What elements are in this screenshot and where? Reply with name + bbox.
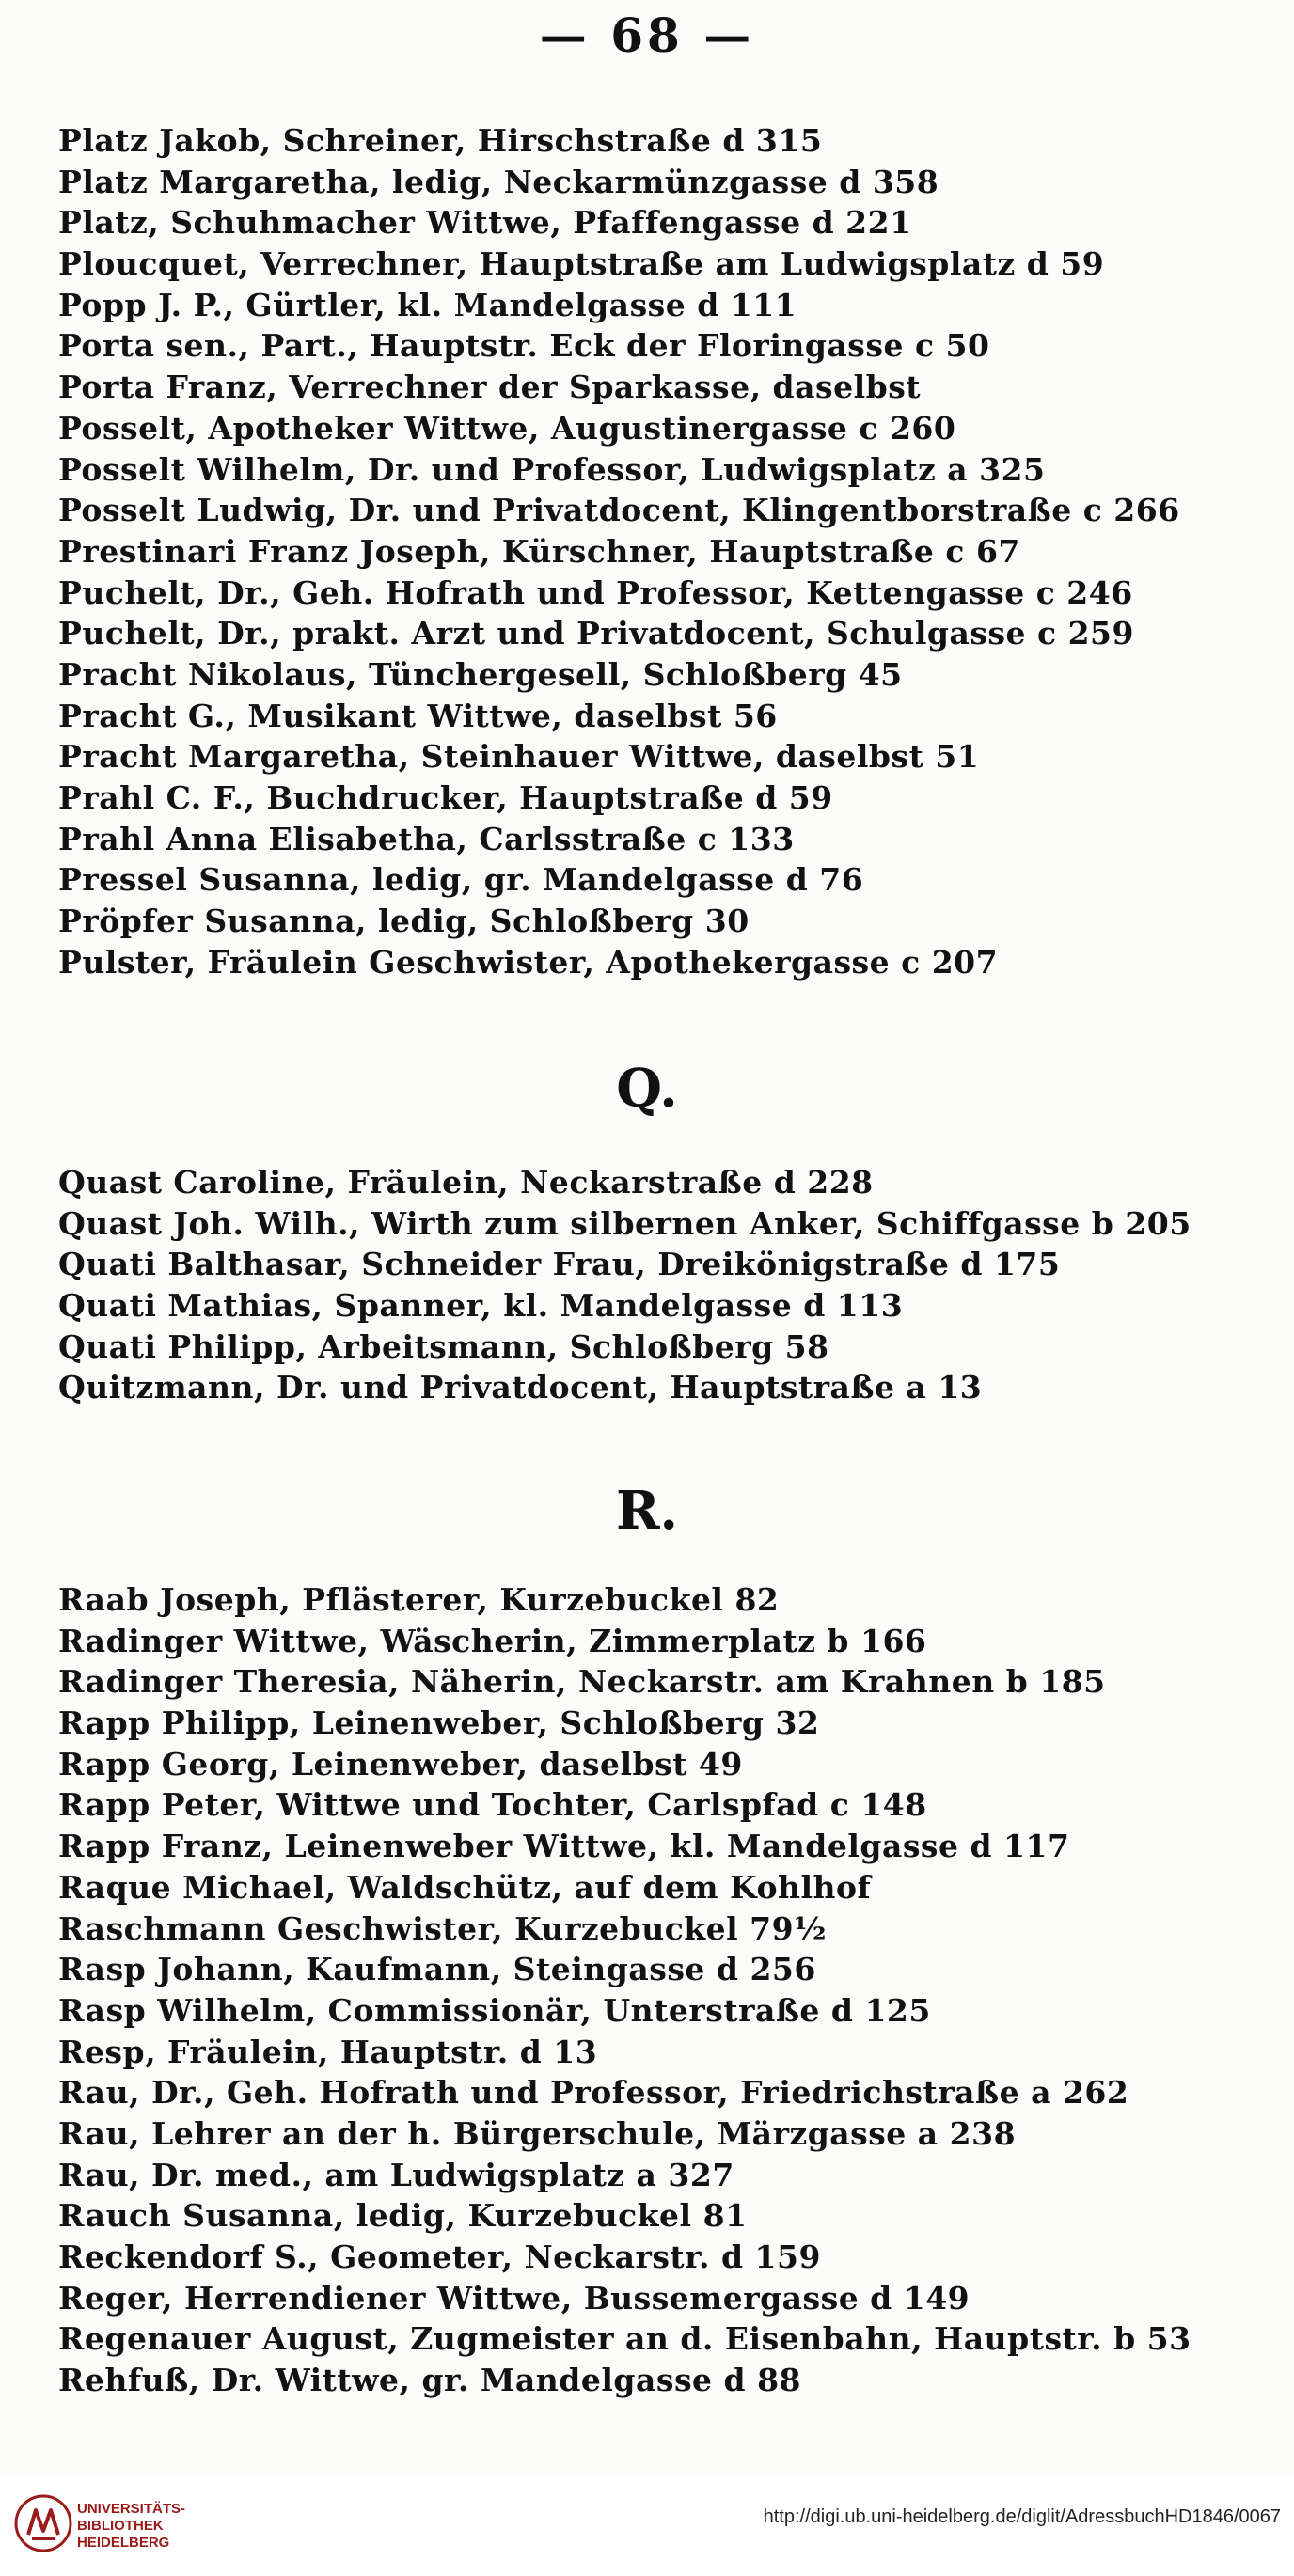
list-item: Quast Caroline, Fräulein, Neckarstraße d 228 [58,1164,874,1201]
list-item: Rapp Georg, Leinenweber, daselbst 49 [58,1745,743,1783]
section-r-list [58,1579,1271,2401]
list-item: Posselt Wilhelm, Dr. und Professor, Ludwigsplatz a 325 [58,450,1046,488]
list-item: Popp J. P., Gürtler, kl. Mandelgasse d 111 [58,286,797,323]
list-item: Rau, Dr., Geh. Hofrath und Professor, Friedrichstraße a 262 [58,2074,1129,2112]
list-item: Posselt Ludwig, Dr. und Privatdocent, Klingentborstraße c 266 [58,492,1180,529]
list-item: Platz Margaretha, ledig, Neckarmünzgasse d 358 [58,163,939,200]
list-item: Pracht Nikolaus, Tünchergesell, Schloßberg 45 [58,655,903,693]
list-item: Ploucquet, Verrechner, Hauptstraße am Ludwigsplatz d 59 [58,245,1105,283]
list-item: Rehfuß, Dr. Wittwe, gr. Mandelgasse d 88 [58,2362,801,2399]
list-item: Pracht Margaretha, Steinhauer Wittwe, daselbst 51 [58,738,980,776]
list-item: Rapp Franz, Leinenweber Wittwe, kl. Mandelgasse d 117 [58,1828,1070,1865]
list-item: Resp, Fräulein, Hauptstr. d 13 [58,2033,598,2070]
list-item: Platz, Schuhmacher Wittwe, Pfaffengasse d 221 [58,204,912,242]
list-item: Prahl Anna Elisabetha, Carlsstraße c 133 [58,820,795,857]
page-number: — 68 — [539,8,755,63]
library-name-line: HEIDELBERG [77,2535,170,2551]
list-item: Reger, Herrendiener Wittwe, Bussemergasse d 149 [58,2279,970,2317]
list-item: Rau, Dr. med., am Ludwigsplatz a 327 [58,2156,734,2193]
university-library-logo-icon [13,2493,73,2553]
section-q-list [58,1162,1271,1408]
library-name [77,2501,185,2552]
list-item: Pracht G., Musikant Wittwe, daselbst 56 [58,697,778,734]
list-item: Quati Mathias, Spanner, kl. Mandelgasse d 113 [58,1287,904,1325]
list-item: Prahl C. F., Buchdrucker, Hauptstraße d 59 [58,779,833,816]
list-item: Quast Joh. Wilh., Wirth zum silbernen Anker, Schiffgasse b 205 [58,1204,1191,1242]
list-item: Puchelt, Dr., prakt. Arzt und Privatdocent, Schulgasse c 259 [58,615,1134,652]
list-item: Posselt, Apotheker Wittwe, Augustinergasse c 260 [58,409,956,447]
list-item: Rasp Wilhelm, Commissionär, Unterstraße d 125 [58,1991,931,2029]
library-name-line: UNIVERSITÄTS- [77,2501,186,2517]
list-item: Pressel Susanna, ledig, gr. Mandelgasse d 76 [58,861,864,899]
source-url[interactable]: http://digi.ub.uni-heidelberg.de/diglit/AdressbuchHD1846/0067 [763,2506,1281,2527]
list-item: Rauch Susanna, ledig, Kurzebuckel 81 [58,2197,748,2235]
footer-bar [0,2473,1294,2576]
list-item: Radinger Theresia, Näherin, Neckarstr. am Krahnen b 185 [58,1663,1106,1701]
list-item: Quitzmann, Dr. und Privatdocent, Hauptstraße a 13 [58,1369,983,1406]
list-item: Rapp Philipp, Leinenweber, Schloßberg 32 [58,1704,820,1742]
list-item: Quati Balthasar, Schneider Frau, Dreikönigstraße d 175 [58,1246,1061,1283]
list-item: Pröpfer Susanna, ledig, Schloßberg 30 [58,903,750,940]
list-item: Radinger Wittwe, Wäscherin, Zimmerplatz b 166 [58,1622,927,1659]
list-item: Quati Philipp, Arbeitsmann, Schloßberg 58 [58,1327,829,1365]
list-item: Rapp Peter, Wittwe und Tochter, Carlspfad c 148 [58,1786,927,1824]
list-item: Raque Michael, Waldschütz, auf dem Kohlhof [58,1868,872,1906]
section-letter-r: R. [615,1480,679,1542]
list-item: Platz Jakob, Schreiner, Hirschstraße d 315 [58,122,823,159]
list-item: Raab Joseph, Pflästerer, Kurzebuckel 82 [58,1581,780,1618]
list-item: Porta Franz, Verrechner der Sparkasse, daselbst [58,369,922,406]
list-item: Puchelt, Dr., Geh. Hofrath und Professor, Kettengasse c 246 [58,573,1133,611]
list-item: Pulster, Fräulein Geschwister, Apothekergasse c 207 [58,943,999,981]
section-letter-q: Q. [616,1058,678,1120]
list-item: Rau, Lehrer an der h. Bürgerschule, Märzgasse a 238 [58,2114,1017,2152]
library-name-line: BIBLIOTHEK [77,2518,164,2534]
list-item: Prestinari Franz Joseph, Kürschner, Hauptstraße c 67 [58,532,1020,570]
list-item: Regenauer August, Zugmeister an d. Eisenbahn, Hauptstr. b 53 [58,2320,1191,2358]
list-item: Porta sen., Part., Hauptstr. Eck der Floringasse c 50 [58,327,990,365]
list-item: Rasp Johann, Kaufmann, Steingasse d 256 [58,1951,816,1988]
list-item: Raschmann Geschwister, Kurzebuckel 79½ [58,1909,828,1947]
section-p-list [58,120,1271,982]
list-item: Reckendorf S., Geometer, Neckarstr. d 159 [58,2238,821,2275]
